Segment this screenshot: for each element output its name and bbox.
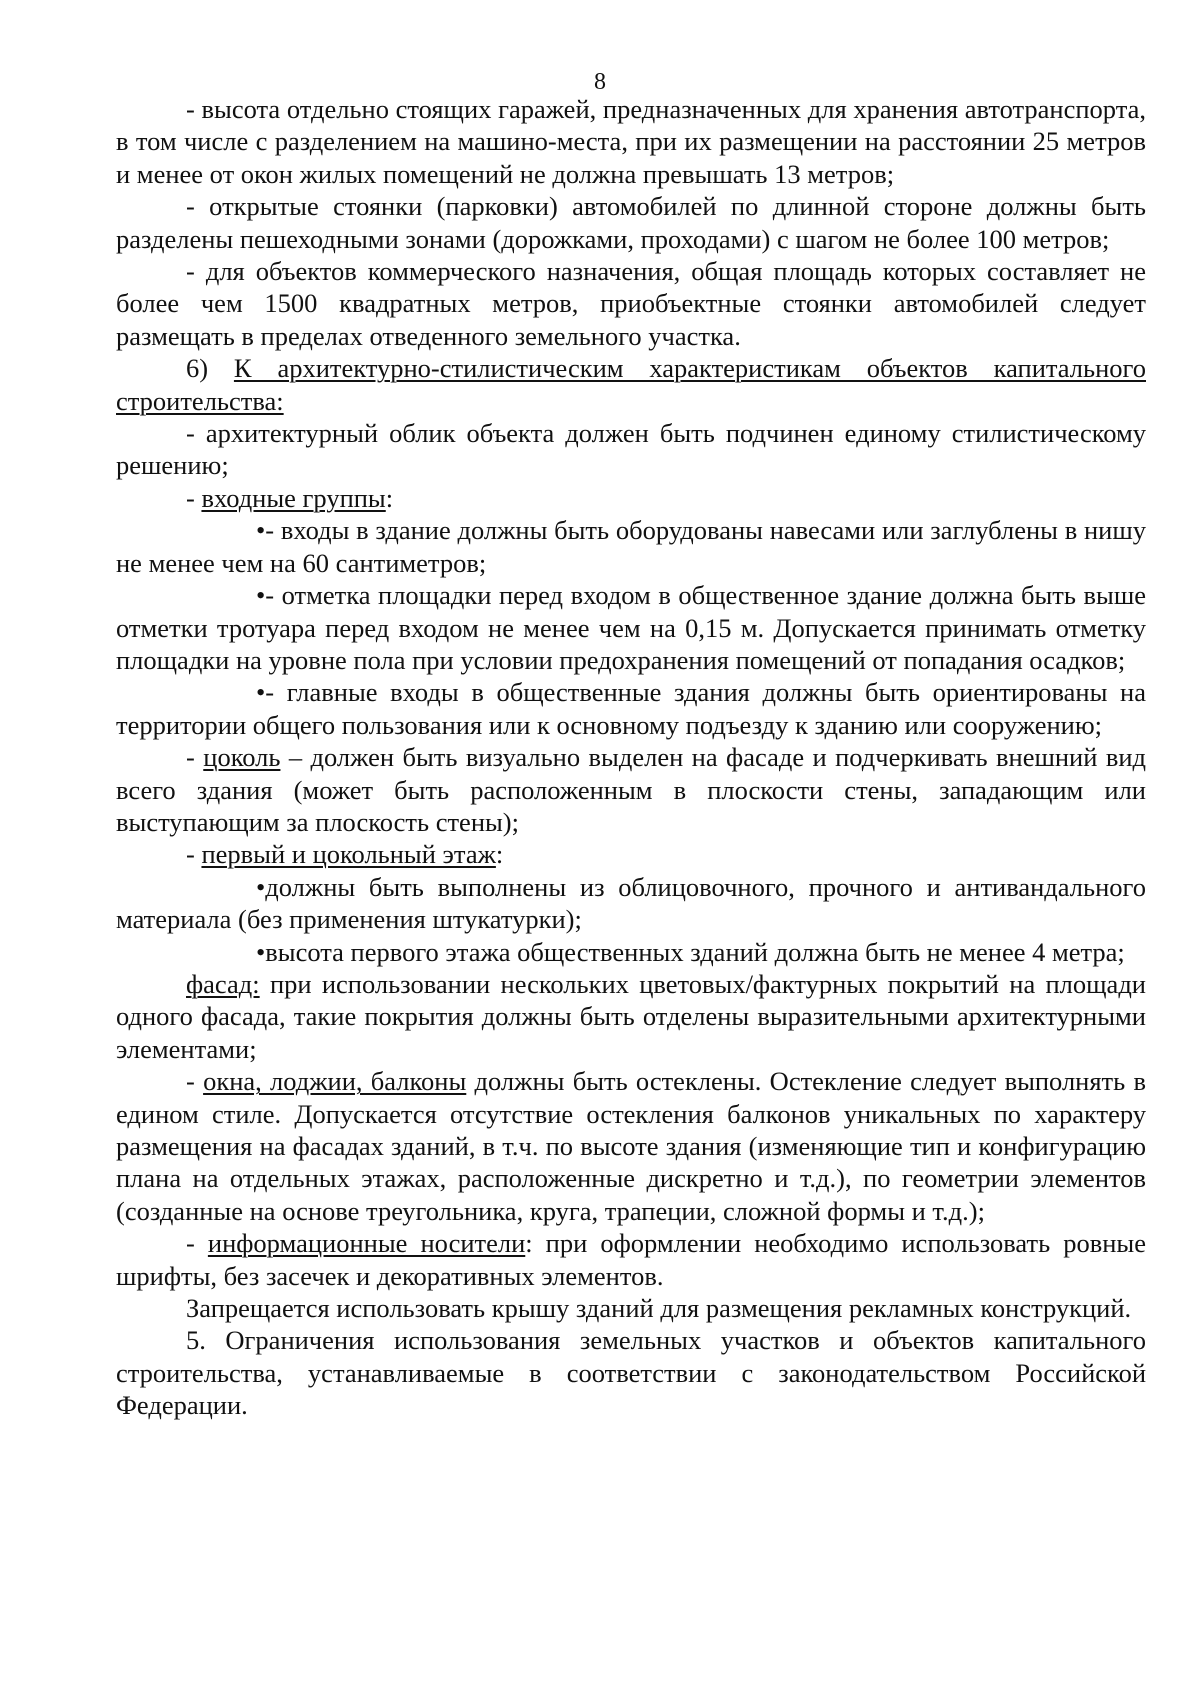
plinth-term: цоколь — [203, 742, 281, 773]
facade-term: фасад: — [186, 968, 260, 999]
bullet-icon: • — [256, 580, 266, 611]
page-number: 8 — [594, 69, 606, 95]
paragraph-parking-zones: - открытые стоянки (парковки) автомобилей по длинной стороне должны быть разделены пешеходными зонами (дорожками, проходами) с шагом не более 100 метров; — [116, 191, 1146, 254]
dash-prefix: - — [186, 742, 204, 773]
bullet-icon: • — [256, 515, 266, 546]
paragraph-commercial-parking: - для объектов коммерческого назначения, общая площадь которых составляет не более чем 1500 квадратных метров, приобъектные стоянки автомобилей следует размещать в пределах отведенного земельного участка. — [116, 256, 1146, 351]
entrance-platform-text: - отметка площадки перед входом в общественное здание должна быть выше отметки тротуара перед входом не менее чем на 0,15 м. Допускается принимать отметку площадки на уровне пола при условии предохранения помещений от попадания осадков; — [116, 580, 1146, 675]
section-6-title: К архитектурно-стилистическим характеристикам объектов капитального строительства: — [116, 353, 1146, 416]
dash-prefix: - — [186, 482, 202, 513]
section-6-number: 6) — [186, 353, 234, 384]
paragraph-roof-advertising: Запрещается использовать крышу зданий для размещения рекламных конструкций. — [186, 1293, 1132, 1324]
dash-prefix: - — [186, 1066, 204, 1097]
paragraph-architectural-style: - архитектурный облик объекта должен быть подчинен единому стилистическому решению; — [116, 418, 1146, 481]
entrance-groups-term: входные группы — [201, 482, 386, 513]
dash-prefix: - — [186, 839, 202, 870]
paragraph-first-floor-height — [116, 936, 1146, 968]
colon-suffix: : — [385, 482, 394, 513]
paragraph-facade — [116, 968, 1146, 1065]
dash-prefix: - — [186, 1228, 208, 1259]
paragraph-section-5: 5. Ограничения использования земельных участков и объектов капитального строительства, устанавливаемые в соответствии с законодательством Российской Федерации. — [116, 1325, 1146, 1421]
bullet-icon: • — [256, 677, 266, 708]
windows-balconies-text: должны быть остеклены. Остекление следует выполнять в едином стиле. Допускается отсутствие остекления балконов уникальных по характеру размещения на фасадах зданий, в т.ч. по высоте здания (изменяющие тип и конфигурацию плана на отдельных этажах, расположенные дискретно и т.д.), по геометрии элементов (созданные на основе треугольника, круга, трапеции, сложной формы и т.д.); — [116, 1066, 1146, 1226]
paragraph-entrance-platform — [116, 579, 1146, 676]
paragraph-entrance-groups — [116, 482, 1146, 514]
first-floor-term: первый и цокольный этаж — [201, 839, 496, 870]
paragraph-section-6-heading — [116, 352, 1146, 417]
document-body — [116, 93, 1146, 1422]
facing-material-text: должны быть выполнены из облицовочного, прочного и антивандального материала (без применения штукатурки); — [116, 871, 1146, 935]
bullet-icon: • — [256, 871, 266, 902]
paragraph-information-carriers — [116, 1227, 1146, 1292]
first-floor-height-text: высота первого этажа общественных зданий должна быть не менее 4 метра; — [265, 936, 1125, 967]
paragraph-facing-material — [116, 871, 1146, 936]
bullet-icon: • — [256, 936, 266, 967]
paragraph-plinth — [116, 741, 1146, 838]
paragraph-entrance-canopy — [116, 514, 1146, 579]
entrance-canopy-text: - входы в здание должны быть оборудованы навесами или заглублены в нишу не менее чем на 60 сантиметров; — [116, 515, 1146, 578]
information-carriers-term: информационные носители — [207, 1228, 526, 1259]
information-carriers-text: : при оформлении необходимо использовать ровные шрифты, без засечек и декоративных элементов. — [116, 1228, 1146, 1291]
facade-text: при использовании нескольких цветовых/фактурных покрытий на площади одного фасада, такие покрытия должны быть отделены выразительными архитектурными элементами; — [116, 968, 1146, 1064]
paragraph-main-entrances — [116, 676, 1146, 741]
colon-suffix: : — [495, 839, 504, 870]
plinth-text: – должен быть визуально выделен на фасаде и подчеркивать внешний вид всего здания (может быть расположенным в плоскости стены, западающим или выступающим за плоскость стены); — [116, 742, 1147, 837]
paragraph-garage-height: - высота отдельно стоящих гаражей, предназначенных для хранения автотранспорта, в том числе с разделением на машино-места, при их размещении на расстоянии 25 метров и менее от окон жилых помещений не должна превышать 13 метров; — [116, 94, 1146, 189]
paragraph-first-floor — [116, 838, 1146, 870]
paragraph-windows-balconies — [116, 1065, 1146, 1227]
windows-balconies-term: окна, лоджии, балконы — [203, 1066, 467, 1097]
main-entrances-text: - главные входы в общественные здания должны быть ориентированы на территории общего пользования или к основному подъезду к зданию или сооружению; — [116, 677, 1146, 740]
